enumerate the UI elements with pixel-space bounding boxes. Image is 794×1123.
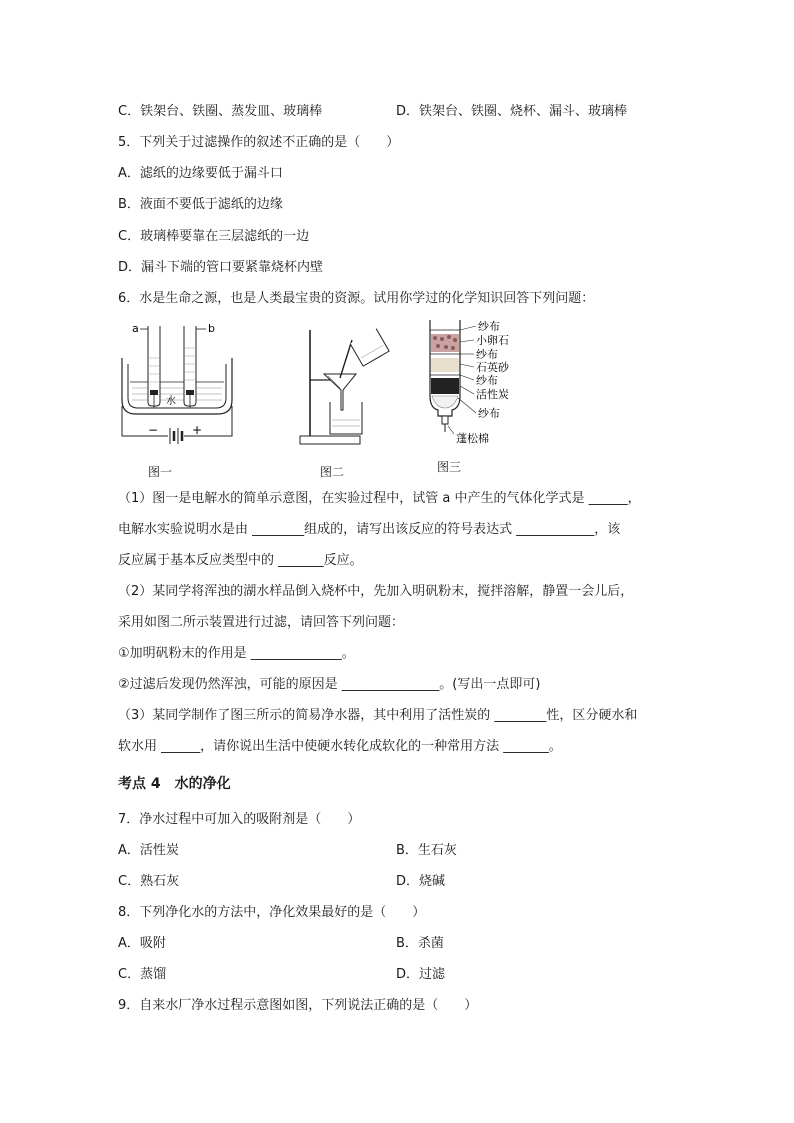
q6-part2-sub2: ②过滤后发现仍然浑浊，可能的原因是 _______________。(写出一点即可) (118, 677, 541, 692)
q7-stem: 7．净水过程中可加入的吸附剂是（ ） (118, 812, 361, 827)
q8-stem: 8．下列净化水的方法中，净化效果最好的是（ ） (118, 905, 426, 920)
q7-option-b: B．生石灰 (396, 843, 457, 858)
figure2-caption: 图二 (320, 465, 345, 479)
q8-option-a: A．吸附 (118, 936, 166, 951)
q6-part2-line2: 采用如图二所示装置进行过滤，请回答下列问题： (118, 615, 405, 630)
layer-label-1: 纱布 (478, 320, 500, 333)
q8-option-d: D．过滤 (396, 967, 446, 982)
q6-stem: 6．水是生命之源，也是人类最宝贵的资源。试用你学过的化学知识回答下列问题： (118, 291, 595, 306)
layer-label-2: 小卵石 (476, 334, 509, 347)
q6-part1-line1: （1）图一是电解水的简单示意图，在实验过程中，试管 a 中产生的气体化学式是 ______， (118, 491, 641, 506)
layer-label-3: 纱布 (476, 348, 498, 361)
q5-option-d: D．漏斗下端的管口要紧靠烧杯内壁 (118, 260, 324, 275)
figure3-caption: 图三 (437, 460, 462, 474)
layer-label-6: 活性炭 (476, 388, 509, 401)
q7-option-c: C．熟石灰 (118, 874, 180, 889)
q6-part3-line2: 软水用 ______，请你说出生活中使硬水转化成软化的一种常用方法 _______。 (118, 739, 562, 754)
q7-option-d: D．烧碱 (396, 874, 446, 889)
q5-stem: 5．下列关于过滤操作的叙述不正确的是（ ） (118, 135, 400, 150)
figure1-caption: 图一 (148, 465, 173, 479)
q8-option-c: C．蒸馏 (118, 967, 167, 982)
layer-label-5: 纱布 (476, 374, 498, 387)
layer-label-4: 石英砂 (476, 361, 509, 374)
layer-label-7: 纱布 (478, 407, 500, 420)
q6-part1-line3: 反应属于基本反应类型中的 _______反应。 (118, 553, 363, 568)
figure-electrolysis (118, 318, 238, 446)
water-label: 水 (166, 396, 176, 407)
plus-label: + (192, 423, 203, 437)
q5-option-c: C．玻璃棒要靠在三层滤纸的一边 (118, 229, 310, 244)
minus-label: − (148, 423, 159, 437)
q6-part1-line2: 电解水实验说明水是由 ________组成的，请写出该反应的符号表达式 ____________，该 (118, 522, 621, 537)
layer-label-8: 蓬松棉 (456, 432, 489, 445)
q8-option-b: B．杀菌 (396, 936, 444, 951)
q6-part2-line1: （2）某同学将浑浊的湖水样品倒入烧杯中，先加入明矾粉末，搅拌溶解，静置一会儿后， (118, 584, 634, 599)
q6-part3-line1: （3）某同学制作了图三所示的简易净水器，其中利用了活性炭的 ________性，区分硬水和 (118, 708, 638, 723)
figure-purifier (418, 318, 538, 448)
q4-option-d: D．铁架台、铁圈、烧杯、漏斗、玻璃棒 (396, 104, 628, 119)
q4-option-c: C．铁架台、铁圈、蒸发皿、玻璃棒 (118, 104, 323, 119)
section-heading: 考点 4 水的净化 (118, 776, 231, 792)
q5-option-b: B．液面不要低于滤纸的边缘 (118, 197, 283, 212)
q6-part2-sub1: ①加明矾粉末的作用是 ______________。 (118, 646, 355, 661)
q5-option-a: A．滤纸的边缘要低于漏斗口 (118, 166, 283, 181)
label-b: b (208, 322, 215, 335)
q7-option-a: A．活性炭 (118, 843, 179, 858)
figure-filtration (296, 326, 392, 446)
q9-stem: 9．自来水厂净水过程示意图如图，下列说法正确的是（ ） (118, 998, 478, 1013)
label-a: a (132, 322, 139, 335)
